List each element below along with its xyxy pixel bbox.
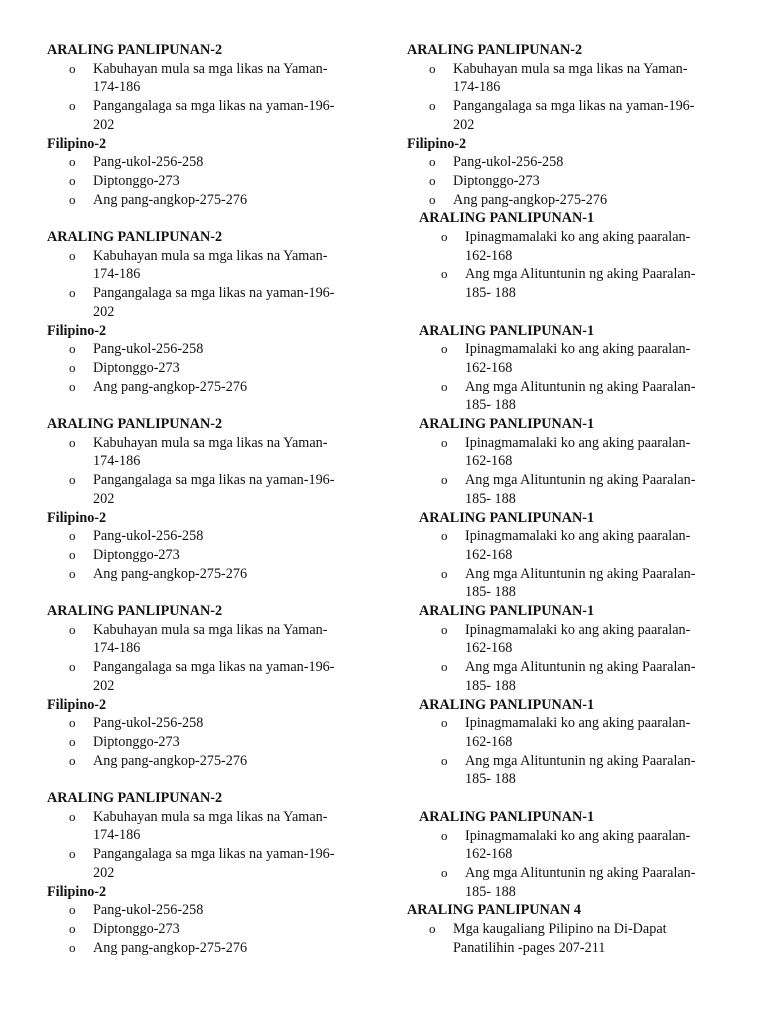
list-item — [47, 752, 377, 771]
item-text: Ang pang-angkop-275-276 — [93, 752, 248, 769]
section-block — [407, 901, 737, 957]
list-item — [47, 733, 377, 752]
circle-bullet-icon: o — [69, 98, 76, 114]
list-item — [407, 565, 737, 602]
circle-bullet-icon: o — [441, 752, 448, 768]
section-block — [407, 602, 737, 696]
circle-bullet-icon: o — [69, 172, 76, 188]
item-text: Ipinagmamalaki ko ang aking paaralan- — [465, 827, 691, 844]
topic-list — [47, 60, 377, 135]
item-text: 185- 188 — [465, 584, 516, 601]
list-item — [47, 621, 377, 658]
item-text: Diptonggo-273 — [93, 546, 180, 563]
list-item — [47, 434, 377, 471]
item-text: Kabuhayan mula sa mga likas na Yaman- — [93, 621, 328, 638]
circle-bullet-icon: o — [441, 659, 448, 675]
list-item — [407, 265, 737, 302]
item-text: Ang mga Alituntunin ng aking Paaralan- — [465, 864, 696, 881]
list-item — [47, 340, 377, 359]
section-block — [407, 322, 737, 416]
section-block — [407, 808, 737, 902]
topic-list — [47, 153, 377, 209]
item-text: Ipinagmamalaki ko ang aking paaralan- — [465, 341, 691, 358]
section-heading: ARALING PANLIPUNAN-2 — [407, 42, 583, 58]
circle-bullet-icon: o — [69, 247, 76, 263]
section-block — [47, 789, 377, 883]
spacer — [47, 583, 377, 602]
item-text: Diptonggo-273 — [93, 359, 180, 376]
item-text: Ipinagmamalaki ko ang aking paaralan- — [465, 434, 691, 451]
item-text: Pang-ukol-256-258 — [93, 715, 204, 732]
section-heading: ARALING PANLIPUNAN-1 — [419, 210, 595, 227]
item-text: Kabuhayan mula sa mga likas na Yaman- — [93, 434, 328, 451]
section-heading: ARALING PANLIPUNAN-2 — [47, 416, 223, 433]
section-heading: ARALING PANLIPUNAN-1 — [419, 696, 595, 713]
item-text: 202 — [93, 490, 115, 507]
item-text: 162-168 — [465, 846, 513, 863]
section-block — [47, 322, 377, 397]
topic-list — [47, 621, 377, 696]
list-item — [47, 172, 377, 191]
item-text: 174-186 — [93, 266, 141, 283]
circle-bullet-icon: o — [69, 378, 76, 394]
section-heading: Filipino-2 — [47, 509, 107, 526]
item-text: 162-168 — [465, 359, 513, 376]
circle-bullet-icon: o — [441, 341, 448, 357]
item-text: Diptonggo-273 — [93, 172, 180, 189]
list-item — [407, 920, 737, 957]
left-column — [47, 41, 377, 957]
circle-bullet-icon: o — [429, 191, 436, 207]
list-item — [47, 565, 377, 584]
item-text: 174-186 — [93, 453, 141, 470]
circle-bullet-icon: o — [429, 921, 436, 937]
item-text: Ang mga Alituntunin ng aking Paaralan- — [465, 472, 696, 489]
list-item — [407, 191, 737, 210]
topic-list — [407, 621, 737, 696]
section-block — [47, 883, 377, 958]
topic-list — [407, 434, 737, 509]
item-text: Ang pang-angkop-275-276 — [93, 191, 248, 208]
item-text: Pangangalaga sa mga likas na yaman-196- — [93, 285, 335, 302]
circle-bullet-icon: o — [441, 621, 448, 637]
section-heading: ARALING PANLIPUNAN-2 — [47, 42, 223, 58]
section-heading: ARALING PANLIPUNAN-2 — [47, 229, 223, 246]
list-item — [47, 153, 377, 172]
item-text: Pangangalaga sa mga likas na yaman-196- — [93, 98, 335, 115]
list-item — [407, 527, 737, 564]
section-heading: Filipino-2 — [407, 135, 467, 152]
item-text: 174-186 — [453, 79, 501, 96]
item-text: 185- 188 — [465, 397, 516, 414]
item-text: 162-168 — [465, 546, 513, 563]
item-text: Ipinagmamalaki ko ang aking paaralan- — [465, 528, 691, 545]
item-text: 185- 188 — [465, 285, 516, 302]
item-text: Ang mga Alituntunin ng aking Paaralan- — [465, 752, 696, 769]
section-block — [47, 135, 377, 210]
circle-bullet-icon: o — [69, 154, 76, 170]
item-text: Ipinagmamalaki ko ang aking paaralan- — [465, 621, 691, 638]
list-item — [47, 939, 377, 958]
circle-bullet-icon: o — [441, 378, 448, 394]
circle-bullet-icon: o — [69, 528, 76, 544]
circle-bullet-icon: o — [69, 846, 76, 862]
section-heading: ARALING PANLIPUNAN-1 — [419, 603, 595, 620]
list-item — [407, 228, 737, 265]
item-text: 174-186 — [93, 79, 141, 96]
item-text: Ang mga Alituntunin ng aking Paaralan- — [465, 266, 696, 283]
section-block — [407, 415, 737, 509]
list-item — [407, 97, 737, 134]
circle-bullet-icon: o — [69, 60, 76, 76]
list-item — [47, 920, 377, 939]
topic-list — [47, 247, 377, 322]
list-item — [47, 378, 377, 397]
list-item — [47, 714, 377, 733]
list-item — [47, 546, 377, 565]
circle-bullet-icon: o — [441, 715, 448, 731]
item-text: Ang pang-angkop-275-276 — [453, 191, 608, 208]
circle-bullet-icon: o — [69, 733, 76, 749]
circle-bullet-icon: o — [69, 191, 76, 207]
section-heading: Filipino-2 — [47, 883, 107, 900]
list-item — [47, 901, 377, 920]
item-text: 185- 188 — [465, 883, 516, 900]
section-block — [407, 209, 737, 303]
section-block — [47, 415, 377, 509]
circle-bullet-icon: o — [69, 472, 76, 488]
topic-list — [407, 527, 737, 602]
topic-list — [47, 901, 377, 957]
circle-bullet-icon: o — [69, 434, 76, 450]
item-text: Ang mga Alituntunin ng aking Paaralan- — [465, 378, 696, 395]
circle-bullet-icon: o — [69, 341, 76, 357]
item-text: Mga kaugaliang Pilipino na Di-Dapat — [453, 921, 667, 938]
item-text: 185- 188 — [465, 490, 516, 507]
section-heading: ARALING PANLIPUNAN-1 — [419, 416, 595, 433]
circle-bullet-icon: o — [429, 98, 436, 114]
circle-bullet-icon: o — [69, 808, 76, 824]
section-block — [407, 135, 737, 210]
item-text: Ang pang-angkop-275-276 — [93, 939, 248, 956]
item-text: 202 — [93, 116, 115, 133]
section-block — [47, 228, 377, 322]
item-text: Ipinagmamalaki ko ang aking paaralan- — [465, 715, 691, 732]
list-item — [407, 153, 737, 172]
item-text: Diptonggo-273 — [93, 733, 180, 750]
spacer — [407, 303, 737, 322]
list-item — [407, 658, 737, 695]
topic-list — [47, 714, 377, 770]
item-text: 202 — [453, 116, 475, 133]
item-text: Pangangalaga sa mga likas na yaman-196- — [93, 846, 335, 863]
list-item — [407, 752, 737, 789]
topic-list — [407, 228, 737, 303]
topic-list — [47, 527, 377, 583]
item-text: Panatilihin -pages 207-211 — [453, 939, 606, 956]
circle-bullet-icon: o — [441, 864, 448, 880]
section-block — [407, 41, 737, 135]
item-text: Pang-ukol-256-258 — [93, 528, 204, 545]
list-item — [407, 340, 737, 377]
list-item — [47, 845, 377, 882]
item-text: Kabuhayan mula sa mga likas na Yaman- — [93, 247, 328, 264]
circle-bullet-icon: o — [441, 565, 448, 581]
list-item — [47, 191, 377, 210]
section-heading: ARALING PANLIPUNAN 4 — [407, 902, 581, 919]
circle-bullet-icon: o — [429, 172, 436, 188]
section-heading: ARALING PANLIPUNAN-2 — [47, 603, 223, 620]
list-item — [47, 60, 377, 97]
list-item — [47, 284, 377, 321]
topic-list — [407, 340, 737, 415]
spacer — [407, 789, 737, 808]
item-text: 202 — [93, 303, 115, 320]
list-item — [47, 658, 377, 695]
section-heading: Filipino-2 — [47, 135, 107, 152]
item-text: 162-168 — [465, 640, 513, 657]
list-item — [47, 471, 377, 508]
section-block — [407, 509, 737, 603]
item-text: 202 — [93, 864, 115, 881]
item-text: Kabuhayan mula sa mga likas na Yaman- — [93, 60, 328, 77]
circle-bullet-icon: o — [429, 60, 436, 76]
item-text: Kabuhayan mula sa mga likas na Yaman- — [453, 60, 688, 77]
circle-bullet-icon: o — [429, 154, 436, 170]
section-heading: ARALING PANLIPUNAN-1 — [419, 808, 595, 825]
item-text: Diptonggo-273 — [93, 920, 180, 937]
topic-list — [407, 153, 737, 209]
item-text: 174-186 — [93, 640, 141, 657]
topic-list — [407, 827, 737, 902]
list-item — [407, 60, 737, 97]
list-item — [47, 247, 377, 284]
item-text: 174-186 — [93, 827, 141, 844]
item-text: 162-168 — [465, 453, 513, 470]
circle-bullet-icon: o — [69, 546, 76, 562]
list-item — [407, 172, 737, 191]
circle-bullet-icon: o — [69, 621, 76, 637]
section-heading: ARALING PANLIPUNAN-1 — [419, 509, 595, 526]
item-text: Ang mga Alituntunin ng aking Paaralan- — [465, 565, 696, 582]
section-block — [47, 41, 377, 135]
topic-list — [47, 340, 377, 396]
list-item — [407, 621, 737, 658]
circle-bullet-icon: o — [69, 920, 76, 936]
circle-bullet-icon: o — [69, 565, 76, 581]
circle-bullet-icon: o — [441, 266, 448, 282]
right-column — [407, 41, 737, 957]
circle-bullet-icon: o — [69, 659, 76, 675]
section-block — [47, 696, 377, 771]
list-item — [47, 359, 377, 378]
item-text: Pang-ukol-256-258 — [93, 902, 204, 919]
item-text: Pangangalaga sa mga likas na yaman-196- — [93, 659, 335, 676]
topic-list — [407, 60, 737, 135]
circle-bullet-icon: o — [441, 229, 448, 245]
item-text: Pang-ukol-256-258 — [453, 154, 564, 171]
item-text: Ipinagmamalaki ko ang aking paaralan- — [465, 229, 691, 246]
item-text: Ang pang-angkop-275-276 — [93, 565, 248, 582]
list-item — [407, 864, 737, 901]
circle-bullet-icon: o — [69, 939, 76, 955]
section-block — [47, 509, 377, 584]
item-text: Ang mga Alituntunin ng aking Paaralan- — [465, 659, 696, 676]
list-item — [407, 827, 737, 864]
list-item — [47, 808, 377, 845]
item-text: Ang pang-angkop-275-276 — [93, 378, 248, 395]
topic-list — [407, 920, 737, 957]
list-item — [407, 714, 737, 751]
topic-list — [47, 434, 377, 509]
list-item — [47, 527, 377, 546]
item-text: Pang-ukol-256-258 — [93, 341, 204, 358]
list-item — [407, 434, 737, 471]
circle-bullet-icon: o — [69, 715, 76, 731]
list-item — [407, 378, 737, 415]
section-heading: Filipino-2 — [47, 322, 107, 339]
item-text: 162-168 — [465, 734, 513, 750]
item-text: Pangangalaga sa mga likas na yaman-196- — [93, 472, 335, 489]
circle-bullet-icon: o — [69, 285, 76, 301]
circle-bullet-icon: o — [441, 472, 448, 488]
circle-bullet-icon: o — [69, 902, 76, 918]
circle-bullet-icon: o — [69, 752, 76, 768]
item-text: Kabuhayan mula sa mga likas na Yaman- — [93, 808, 328, 825]
section-heading: ARALING PANLIPUNAN-1 — [419, 322, 595, 339]
circle-bullet-icon: o — [441, 528, 448, 544]
spacer — [47, 209, 377, 228]
item-text: 162-168 — [465, 247, 513, 264]
circle-bullet-icon: o — [69, 359, 76, 375]
item-text: 185- 188 — [465, 677, 516, 694]
list-item — [47, 97, 377, 134]
list-item — [407, 471, 737, 508]
section-heading: ARALING PANLIPUNAN-2 — [47, 790, 223, 807]
item-text: Diptonggo-273 — [453, 172, 540, 189]
item-text: 185- 188 — [465, 771, 516, 788]
circle-bullet-icon: o — [441, 434, 448, 450]
topic-list — [47, 808, 377, 883]
spacer — [47, 770, 377, 789]
circle-bullet-icon: o — [441, 827, 448, 843]
spacer — [47, 396, 377, 415]
item-text: Pangangalaga sa mga likas na yaman-196- — [453, 98, 695, 115]
section-heading: Filipino-2 — [47, 696, 107, 713]
topic-list — [407, 714, 737, 789]
item-text: 202 — [93, 677, 115, 694]
section-block — [47, 602, 377, 696]
item-text: Pang-ukol-256-258 — [93, 154, 204, 171]
section-block — [407, 696, 737, 790]
